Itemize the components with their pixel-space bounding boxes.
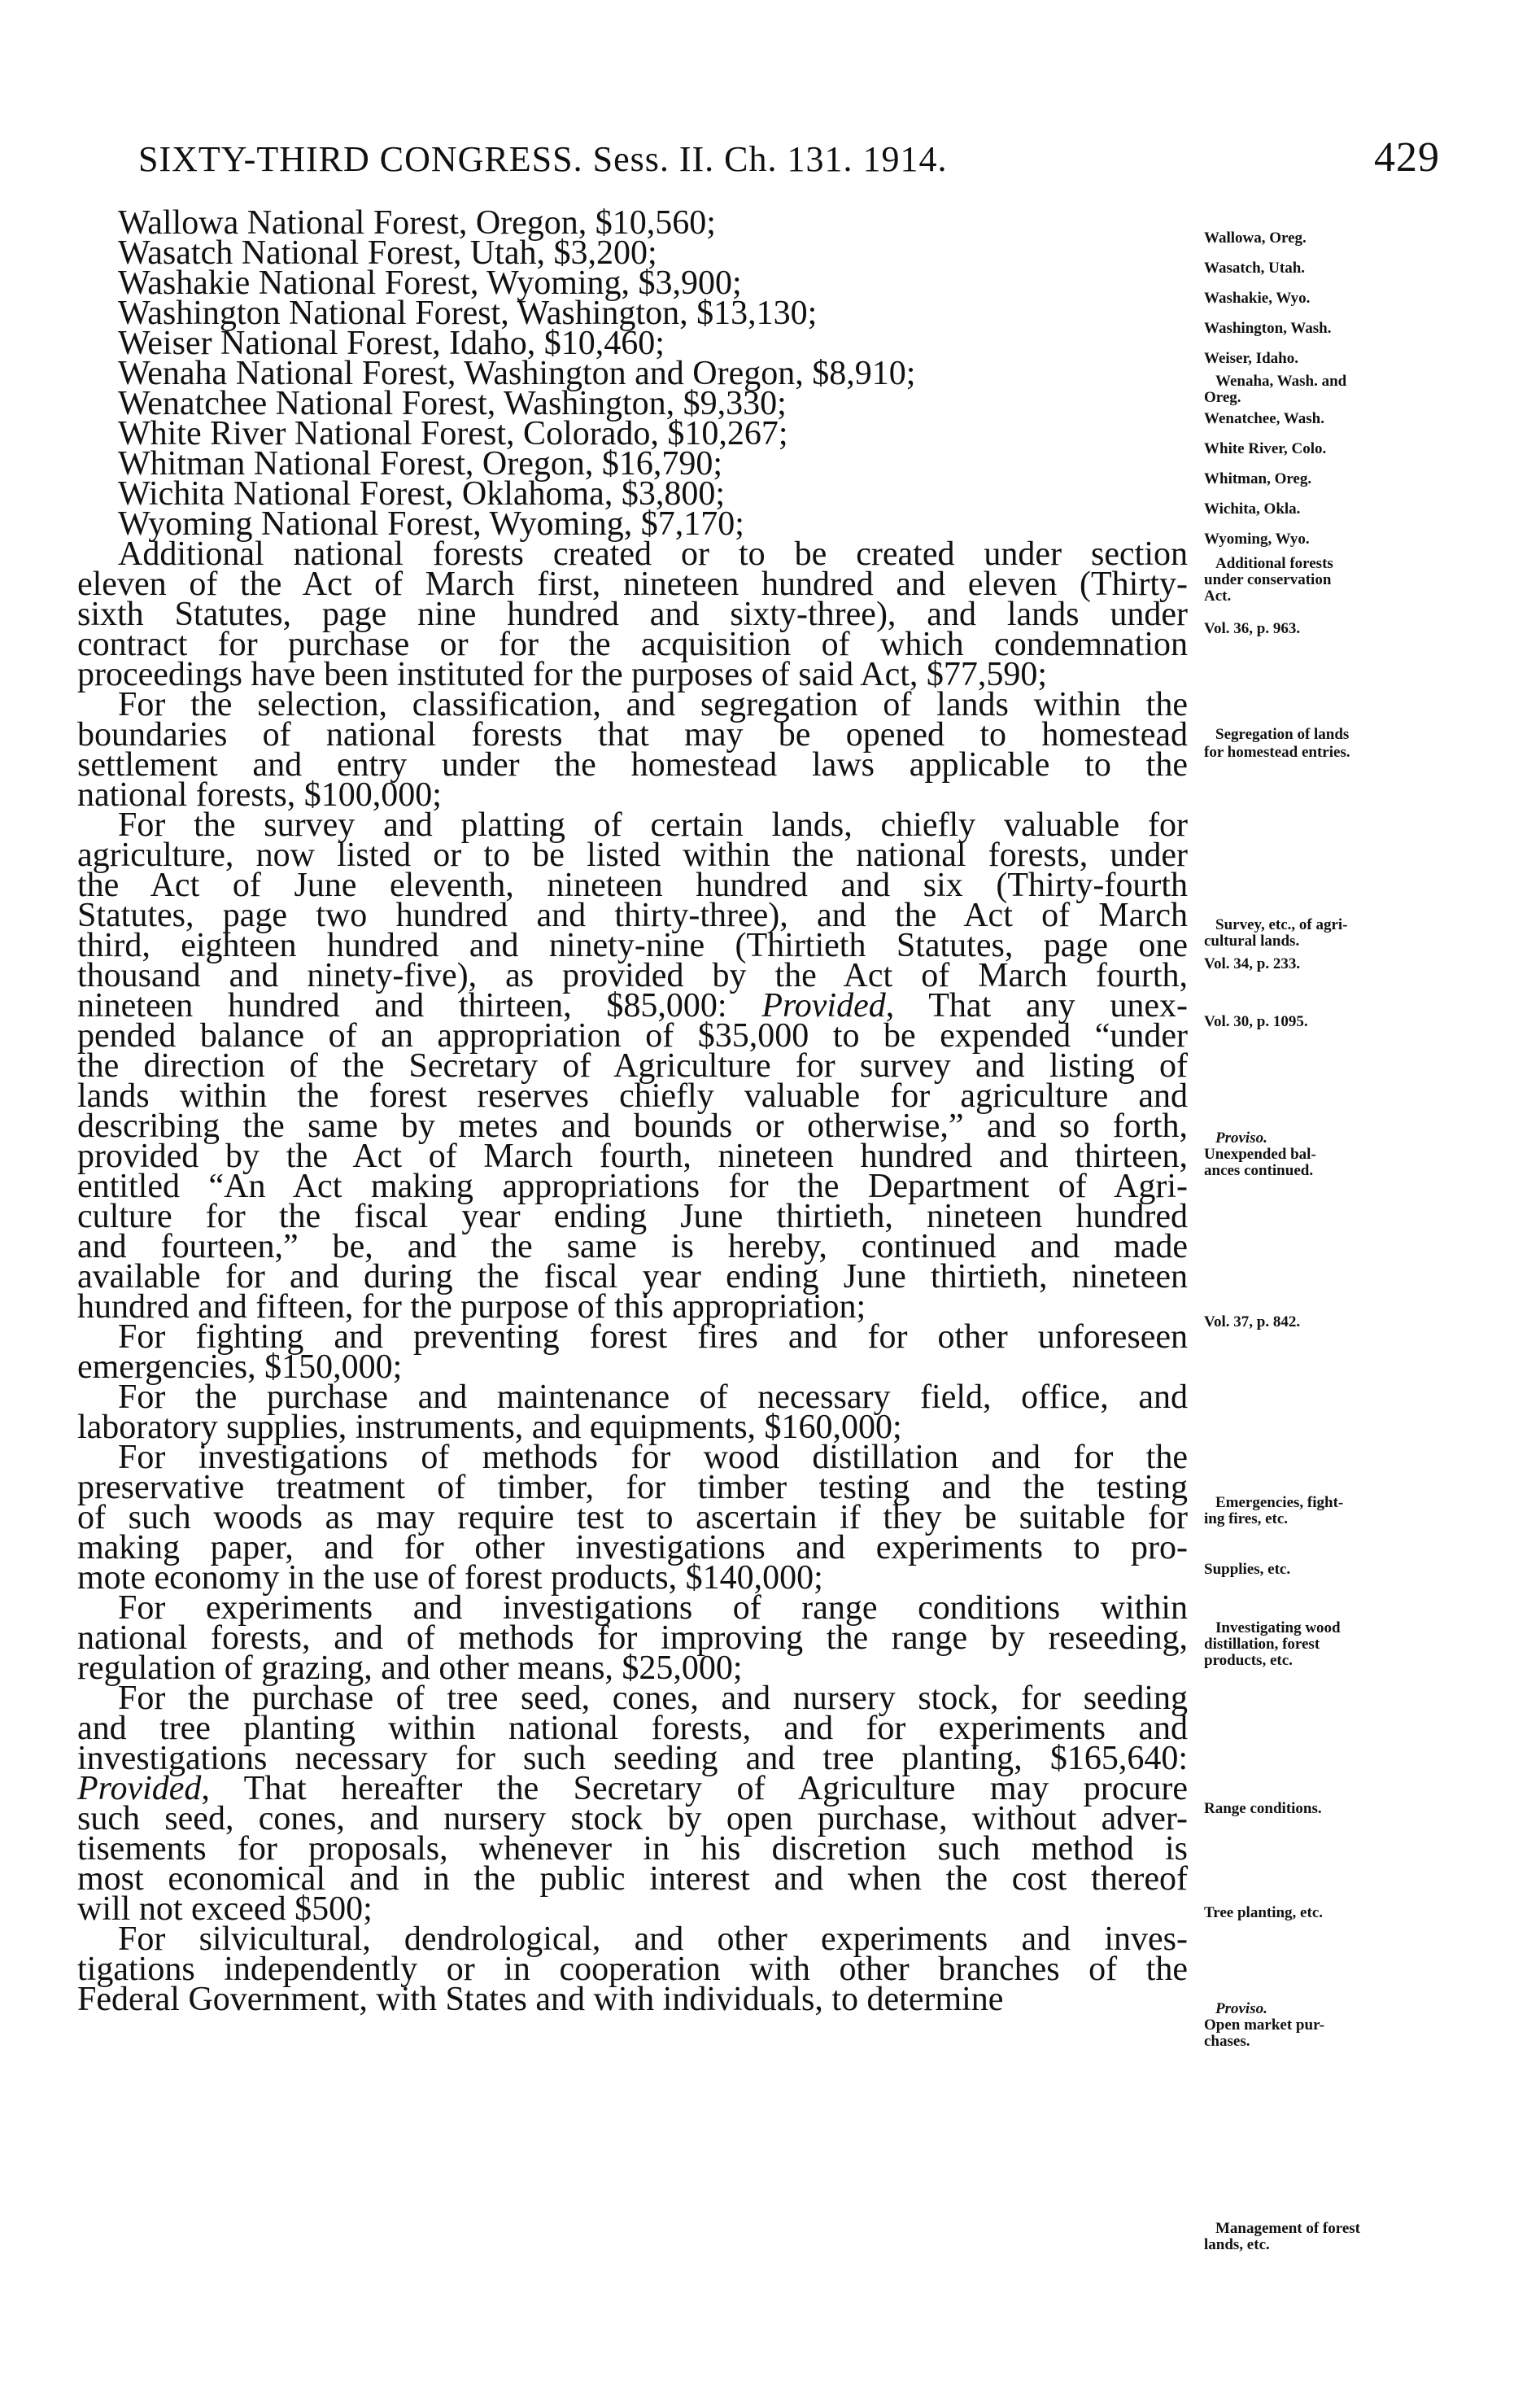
margin-note: cultural lands. bbox=[1204, 933, 1300, 950]
proviso-word: Provided bbox=[77, 1770, 202, 1807]
paragraph-tree-planting bbox=[77, 1680, 1188, 1928]
margin-note: Oreg. bbox=[1204, 389, 1241, 406]
text-line: and tree planting within national forests, and for experiments and bbox=[77, 1710, 1188, 1747]
text-line: pended balance of an appropriation of $35,000 to be expended “under bbox=[77, 1017, 1188, 1055]
margin-note: Vol. 36, p. 963. bbox=[1204, 620, 1301, 637]
text-line: tigations independently or in cooperation with other branches of the bbox=[77, 1951, 1188, 1988]
margin-note: chases. bbox=[1204, 2033, 1250, 2050]
margin-note: Washington, Wash. bbox=[1204, 320, 1332, 337]
margin-note: Segregation of lands bbox=[1215, 726, 1350, 743]
margin-note: Weiser, Idaho. bbox=[1204, 350, 1298, 367]
list-item: Wasatch National Forest, Utah, $3,200; bbox=[118, 234, 657, 272]
list-item: Washakie National Forest, Wyoming, $3,900; bbox=[118, 264, 742, 302]
text-line: nineteen hundred and thirteen, $85,000: Provided, That any unex- bbox=[77, 987, 1188, 1025]
margin-note: Wenatchee, Wash. bbox=[1204, 410, 1324, 427]
list-item: Wyoming National Forest, Wyoming, $7,170; bbox=[118, 505, 744, 543]
text-line: describing the same by metes and bounds or otherwise,” and so forth, bbox=[77, 1108, 1188, 1145]
text-line: sixth Statutes, page nine hundred and sixty-three), and lands under bbox=[77, 596, 1188, 633]
text-line: hundred and fifteen, for the purpose of this appropriation; bbox=[77, 1288, 866, 1326]
margin-note: Proviso. bbox=[1215, 2000, 1267, 2017]
paragraph-range-conditions bbox=[77, 1589, 1188, 1687]
margin-note: Vol. 30, p. 1095. bbox=[1204, 1013, 1308, 1030]
text-line: For silvicultural, dendrological, and other experiments and inves- bbox=[118, 1920, 1188, 1958]
text-line: preservative treatment of timber, for timber testing and the testing bbox=[77, 1469, 1188, 1506]
margin-note: Vol. 34, p. 233. bbox=[1204, 955, 1301, 972]
text-line: provided by the Act of March fourth, nineteen hundred and thirteen, bbox=[77, 1138, 1188, 1175]
text-line: For the purchase and maintenance of necessary field, office, and bbox=[118, 1378, 1188, 1416]
margin-note: Open market pur- bbox=[1204, 2016, 1325, 2034]
text-line: the direction of the Secretary of Agriculture for survey and listing of bbox=[77, 1047, 1188, 1085]
paragraph-segregation bbox=[77, 686, 1188, 814]
margin-note: distillation, forest bbox=[1204, 1636, 1320, 1653]
running-title: SIXTY-THIRD CONGRESS. Sess. II. Ch. 131. 1914. bbox=[138, 139, 948, 179]
list-item: Wichita National Forest, Oklahoma, $3,800; bbox=[118, 475, 725, 513]
text-line: Provided, That hereafter the Secretary of Agriculture may procure bbox=[77, 1770, 1188, 1807]
margin-note: Tree planting, etc. bbox=[1204, 1904, 1323, 1921]
proviso-word: Provided bbox=[761, 987, 886, 1025]
paragraph-survey bbox=[77, 806, 1188, 1326]
text-line: national forests, $100,000; bbox=[77, 776, 442, 814]
list-item: Whitman National Forest, Oregon, $16,790; bbox=[118, 445, 723, 483]
text-line: thousand and ninety-five), as provided by the Act of March fourth, bbox=[77, 957, 1188, 994]
margin-note: Wichita, Okla. bbox=[1204, 500, 1301, 518]
text-line: mote economy in the use of forest products, $140,000; bbox=[77, 1559, 823, 1597]
text-line: making paper, and for other investigations and experiments to pro- bbox=[77, 1529, 1188, 1566]
margin-note: Wallowa, Oreg. bbox=[1204, 229, 1307, 247]
text-line: laboratory supplies, instruments, and equipments, $160,000; bbox=[77, 1409, 902, 1446]
text-line: eleven of the Act of March first, nineteen hundred and eleven (Thirty- bbox=[77, 566, 1188, 603]
margin-note: White River, Colo. bbox=[1204, 440, 1327, 457]
running-header bbox=[138, 134, 1440, 187]
margin-note: Wenaha, Wash. and bbox=[1215, 373, 1347, 390]
margin-note: Wyoming, Wyo. bbox=[1204, 531, 1310, 548]
text-line: national forests, and of methods for improving the range by reseeding, bbox=[77, 1619, 1188, 1657]
margin-note: for homestead entries. bbox=[1204, 744, 1350, 761]
margin-note: under conservation bbox=[1204, 571, 1332, 588]
margin-note: Vol. 37, p. 842. bbox=[1204, 1313, 1301, 1330]
text-line: will not exceed $500; bbox=[77, 1890, 373, 1928]
forest-appropriation-list bbox=[77, 204, 1188, 543]
list-item: Wenaha National Forest, Washington and Oregon, $8,910; bbox=[118, 355, 916, 392]
text-line: boundaries of national forests that may be opened to homestead bbox=[77, 716, 1188, 754]
text-line: contract for purchase or for the acquisition of which condemnation bbox=[77, 626, 1188, 663]
margin-note: Unexpended bal- bbox=[1204, 1146, 1316, 1163]
text-line: most economical and in the public interest and when the cost thereof bbox=[77, 1860, 1188, 1898]
text-line: For the purchase of tree seed, cones, and nursery stock, for seeding bbox=[118, 1680, 1188, 1717]
text-line: settlement and entry under the homestead laws applicable to the bbox=[77, 746, 1188, 784]
body-text bbox=[77, 204, 1188, 2018]
text-line: regulation of grazing, and other means, $25,000; bbox=[77, 1649, 743, 1687]
text-line: For the survey and platting of certain lands, chiefly valuable for bbox=[118, 806, 1188, 844]
margin-note: Range conditions. bbox=[1204, 1800, 1322, 1817]
margin-note: Wasatch, Utah. bbox=[1204, 260, 1306, 277]
paragraph-additional-forests bbox=[77, 535, 1188, 693]
text-line: emergencies, $150,000; bbox=[77, 1348, 403, 1386]
margin-note: lands, etc. bbox=[1204, 2236, 1270, 2253]
text-line: entitled “An Act making appropriations for the Department of Agri- bbox=[77, 1168, 1188, 1205]
text-line: third, eighteen hundred and ninety-nine (Thirtieth Statutes, page one bbox=[77, 927, 1188, 964]
text-line: and fourteen,” be, and the same is hereby, continued and made bbox=[77, 1228, 1188, 1265]
text-line: For experiments and investigations of range conditions within bbox=[118, 1589, 1188, 1627]
margin-note: Washakie, Wyo. bbox=[1204, 290, 1311, 307]
paragraph-fire-fighting bbox=[77, 1318, 1188, 1386]
text-line: the Act of June eleventh, nineteen hundred and six (Thirty-fourth bbox=[77, 867, 1188, 904]
margin-note: ances continued. bbox=[1204, 1162, 1314, 1179]
list-item: Washington National Forest, Washington, $13,130; bbox=[118, 295, 818, 332]
text-line: culture for the fiscal year ending June thirtieth, nineteen hundred bbox=[77, 1198, 1188, 1235]
paragraph-supplies bbox=[77, 1378, 1188, 1446]
text-line: of such woods as may require test to ascertain if they be suitable for bbox=[77, 1499, 1188, 1536]
margin-note: Survey, etc., of agri- bbox=[1215, 916, 1348, 933]
paragraph-silvicultural bbox=[77, 1920, 1188, 2018]
text-line: lands within the forest reserves chiefly valuable for agriculture and bbox=[77, 1077, 1188, 1115]
text-line: For fighting and preventing forest fires and for other unforeseen bbox=[118, 1318, 1188, 1356]
paragraph-wood-distillation bbox=[77, 1439, 1188, 1597]
text-line: agriculture, now listed or to be listed within the national forests, under bbox=[77, 837, 1188, 874]
text-line: tisements for proposals, whenever in his discretion such method is bbox=[77, 1830, 1188, 1868]
list-item: Wallowa National Forest, Oregon, $10,560; bbox=[118, 204, 716, 242]
margin-note: products, etc. bbox=[1204, 1652, 1293, 1669]
list-item: White River National Forest, Colorado, $10,267; bbox=[118, 415, 788, 452]
text-line: For the selection, classification, and segregation of lands within the bbox=[118, 686, 1188, 723]
text-line: available for and during the fiscal year ending June thirtieth, nineteen bbox=[77, 1258, 1188, 1295]
margin-note: Investigating wood bbox=[1215, 1619, 1341, 1636]
text-line: proceedings have been instituted for the purposes of said Act, $77,590; bbox=[77, 656, 1048, 693]
text-line: Additional national forests created or to be created under section bbox=[118, 535, 1188, 573]
page-number: 429 bbox=[1374, 134, 1440, 181]
margin-note: Supplies, etc. bbox=[1204, 1561, 1291, 1578]
text-line: investigations necessary for such seeding and tree planting, $165,640: bbox=[77, 1740, 1188, 1777]
margin-note: Emergencies, fight- bbox=[1215, 1494, 1344, 1511]
text-line: Federal Government, with States and with individuals, to determine bbox=[77, 1981, 1004, 2018]
margin-note: Management of forest bbox=[1215, 2220, 1360, 2237]
margin-note: Whitman, Oreg. bbox=[1204, 470, 1312, 487]
margin-note: Additional forests bbox=[1215, 555, 1333, 572]
text-line: Statutes, page two hundred and thirty-three), and the Act of March bbox=[77, 897, 1188, 934]
text-line: For investigations of methods for wood distillation and for the bbox=[118, 1439, 1188, 1476]
text-line: such seed, cones, and nursery stock by open purchase, without adver- bbox=[77, 1800, 1188, 1837]
margin-note: Act. bbox=[1204, 588, 1232, 605]
list-item: Wenatchee National Forest, Washington, $9,330; bbox=[118, 385, 787, 422]
margin-note: ing fires, etc. bbox=[1204, 1510, 1289, 1527]
list-item: Weiser National Forest, Idaho, $10,460; bbox=[118, 325, 665, 362]
margin-note: Proviso. bbox=[1215, 1129, 1267, 1147]
